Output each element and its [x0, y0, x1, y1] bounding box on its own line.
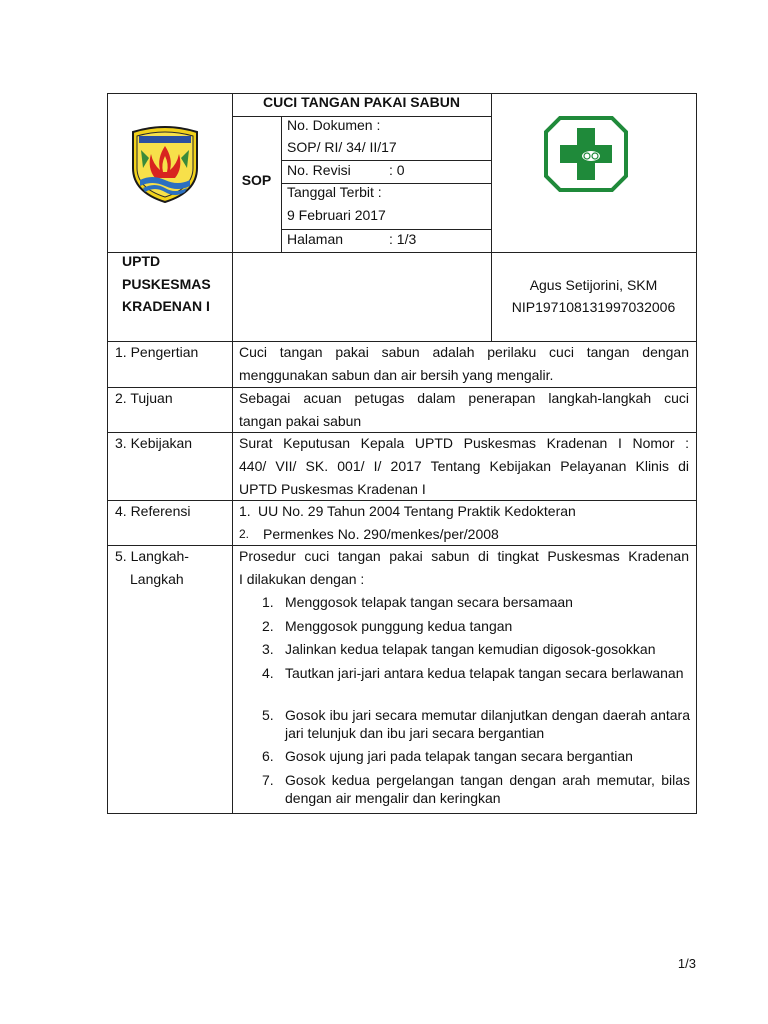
page-value: : 1/3 [389, 231, 417, 247]
section-label-referensi: 4. Referensi [115, 503, 191, 519]
table-border-left [107, 93, 108, 814]
page-label: Halaman [287, 231, 344, 247]
step-text: Gosok ujung jari pada telapak tangan secara bergantian [285, 748, 633, 764]
issue-date-value: 9 Februari 2017 [287, 207, 386, 223]
doc-number-label: No. Dokumen : [287, 117, 381, 133]
kebijakan-line2: 440/ VII/ SK. 001/ I/ 2017 Tentang Kebijakan Pelayanan Klinis di [239, 458, 689, 474]
kebijakan-line3: UPTD Puskesmas Kradenan I [239, 481, 426, 497]
table-divider [232, 93, 233, 814]
section-label-langkah-cont: Langkah [130, 571, 184, 587]
section-label-tujuan: 2. Tujuan [115, 390, 173, 406]
section-label-langkah: 5. Langkah- [115, 548, 189, 564]
step-number: 7. [262, 772, 274, 788]
step-number: 4. [262, 665, 274, 681]
referensi-item2: Permenkes No. 290/menkes/per/2008 [263, 526, 499, 542]
step-number: 5. [262, 707, 274, 723]
tujuan-line2: tangan pakai sabun [239, 413, 362, 429]
step-number: 6. [262, 748, 274, 764]
pengertian-line1: Cuci tangan pakai sabun adalah perilaku cuci tangan dengan [239, 344, 689, 360]
langkah-intro-line1: Prosedur cuci tangan pakai sabun di tingkat Puskesmas Kradenan [239, 548, 689, 564]
issue-date-label: Tanggal Terbit : [287, 184, 382, 200]
step-text: Jalinkan kedua telapak tangan kemudian digosok-gosokkan [285, 641, 656, 657]
step-text: Tautkan jari-jari antara kedua telapak tangan secara berlawanan [285, 665, 684, 681]
regional-emblem-logo [127, 124, 203, 204]
step-number: 3. [262, 641, 274, 657]
step-text: Gosok kedua pergelangan tangan dengan arah memutar, bilas dengan air mengalir dan keringkan [285, 772, 690, 806]
sop-label: SOP [241, 172, 272, 188]
signatory-nip: NIP197108131997032006 [511, 299, 676, 315]
pengertian-line2: menggunakan sabun dan air bersih yang mengalir. [239, 367, 554, 383]
institution-line3: KRADENAN I [122, 298, 210, 314]
revision-label: No. Revisi [287, 162, 351, 178]
document-title: CUCI TANGAN PAKAI SABUN [262, 94, 461, 110]
section-label-pengertian: 1. Pengertian [115, 344, 199, 360]
step-text: Menggosok punggung kedua tangan [285, 618, 513, 634]
referensi-item2-number: 2. [239, 527, 250, 541]
kebijakan-line1: Surat Keputusan Kepala UPTD Puskesmas Kradenan I Nomor : [239, 435, 689, 451]
section-label-kebijakan: 3. Kebijakan [115, 435, 193, 451]
table-divider [107, 252, 697, 253]
revision-value: : 0 [389, 162, 405, 178]
step-number: 2. [262, 618, 274, 634]
tujuan-line1: Sebagai acuan petugas dalam penerapan langkah-langkah cuci [239, 390, 689, 406]
step-text: Menggosok telapak tangan secara bersamaan [285, 594, 573, 610]
step-text: Gosok ibu jari secara memutar dilanjutkan dengan daerah antara jari telunjuk dan ibu jari secara bergantian [285, 707, 690, 741]
institution-line2: PUSKESMAS [122, 276, 211, 292]
page-number: 1/3 [677, 956, 696, 971]
referensi-item1-number: 1. [239, 503, 251, 519]
institution-line1: UPTD [122, 253, 161, 269]
signatory-name: Agus Setijorini, SKM [529, 277, 658, 293]
table-divider [281, 116, 282, 252]
table-border-right [696, 93, 697, 814]
langkah-intro-line2: I dilakukan dengan : [239, 571, 365, 587]
step-number: 1. [262, 594, 274, 610]
table-border-bottom [107, 813, 697, 814]
referensi-item1: UU No. 29 Tahun 2004 Tentang Praktik Kedokteran [258, 503, 576, 519]
doc-number-value: SOP/ RI/ 34/ II/17 [287, 139, 397, 155]
puskesmas-logo [544, 116, 628, 192]
